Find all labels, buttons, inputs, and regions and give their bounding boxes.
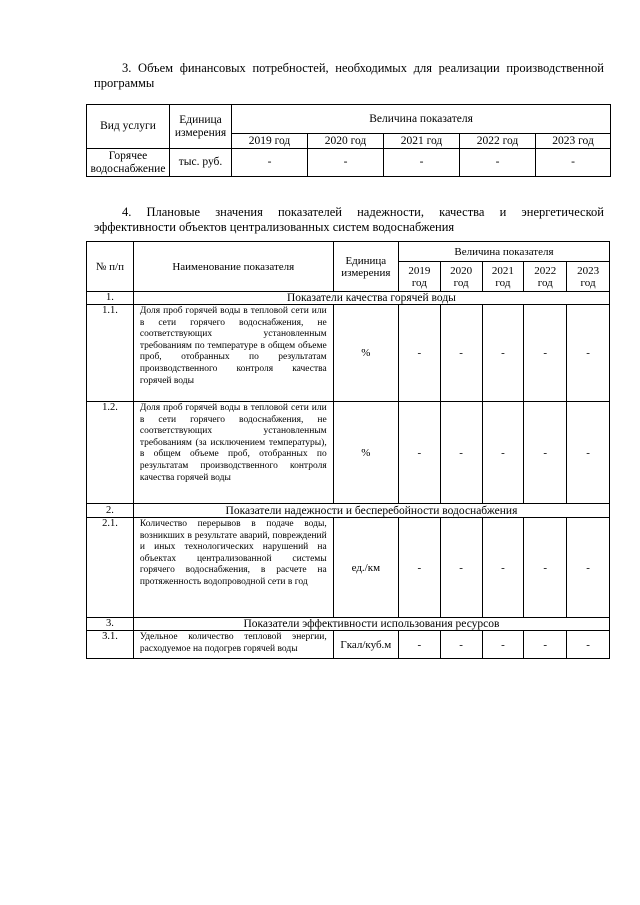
value-cell: -: [567, 402, 610, 504]
value-cell: -: [482, 402, 524, 504]
unit-cell: ед./км: [333, 518, 398, 618]
row-num: 1.1.: [87, 305, 134, 402]
value-cell: -: [398, 518, 440, 618]
value-cell: -: [482, 305, 524, 402]
year-header: 2020 год: [440, 262, 482, 292]
section-4-heading: [94, 205, 604, 235]
value-cell: -: [398, 631, 440, 659]
section-title: Показатели надежности и бесперебойности водоснабжения: [133, 504, 609, 518]
value-cell: -: [308, 149, 384, 177]
value-cell: -: [524, 631, 567, 659]
value-cell: -: [536, 149, 611, 177]
year-header: 2020 год: [308, 134, 384, 149]
unit-cell: %: [333, 305, 398, 402]
section-title: Показатели качества горячей воды: [133, 292, 609, 305]
value-cell: -: [524, 402, 567, 504]
unit-cell: Гкал/куб.м: [333, 631, 398, 659]
section-num: 2.: [87, 504, 134, 518]
year-header: 2022 год: [460, 134, 536, 149]
service-cell: Горячее водоснабжение: [87, 149, 170, 177]
value-cell: -: [398, 402, 440, 504]
indicator-name: Количество перерывов в подаче воды, возникших в результате аварий, повреждений и иных технологических нарушений на объектах централизованной системы горячего водоснабжения, в расчете на протяженность водопроводной сети в год: [133, 518, 333, 618]
indicator-name: Доля проб горячей воды в тепловой сети или в сети горячего водоснабжения, не соответствующих установленным требованиям по температуре в общем объеме проб, отобранных по результатам производственного контроля качества горячей воды: [133, 305, 333, 402]
section-3-line-1: 3. Объем финансовых потребностей, необходимых для реализации производственной: [122, 61, 604, 75]
year-header: 2019 год: [232, 134, 308, 149]
value-cell: -: [440, 305, 482, 402]
table-row: [87, 305, 610, 402]
section-title: Показатели эффективности использования ресурсов: [133, 618, 609, 631]
value-cell: -: [440, 518, 482, 618]
section-3-heading: [94, 61, 604, 91]
value-cell: -: [460, 149, 536, 177]
section-row: [87, 618, 610, 631]
header-value: Величина показателя: [398, 242, 609, 262]
year-header: 2023 год: [567, 262, 610, 292]
value-cell: -: [567, 631, 610, 659]
value-cell: -: [232, 149, 308, 177]
value-cell: -: [384, 149, 460, 177]
value-cell: -: [482, 631, 524, 659]
table-row: [87, 518, 610, 618]
indicator-name: Удельное количество тепловой энергии, расходуемое на подогрев горячей воды: [133, 631, 333, 659]
header-unit: Единица измерения: [170, 105, 232, 149]
header-num: № п/п: [87, 242, 134, 292]
value-cell: -: [524, 518, 567, 618]
header-value: Величина показателя: [232, 105, 611, 134]
year-header: 2023 год: [536, 134, 611, 149]
value-cell: -: [482, 518, 524, 618]
value-cell: -: [567, 305, 610, 402]
table-row: [87, 631, 610, 659]
value-cell: -: [524, 305, 567, 402]
header-service: Вид услуги: [87, 105, 170, 149]
value-cell: -: [567, 518, 610, 618]
section-4-line-1: 4. Плановые значения показателей надежности, качества и энергетической: [122, 205, 604, 219]
value-cell: -: [440, 631, 482, 659]
row-num: 1.2.: [87, 402, 134, 504]
indicators-table: [86, 241, 610, 659]
row-num: 3.1.: [87, 631, 134, 659]
year-header: 2021 год: [384, 134, 460, 149]
row-num: 2.1.: [87, 518, 134, 618]
unit-cell: тыс. руб.: [170, 149, 232, 177]
year-header: 2022 год: [524, 262, 567, 292]
value-cell: -: [398, 305, 440, 402]
table-row: [87, 402, 610, 504]
section-row: [87, 292, 610, 305]
indicator-name: Доля проб горячей воды в тепловой сети или в сети горячего водоснабжения, не соответствующих установленным требованиям (за исключением температуры), в общем объеме проб, отобранных по результатам производственного контроля качества горячей воды: [133, 402, 333, 504]
section-3-line-2: программы: [94, 76, 155, 90]
section-num: 1.: [87, 292, 134, 305]
year-header: 2021 год: [482, 262, 524, 292]
section-num: 3.: [87, 618, 134, 631]
table-row: [87, 149, 611, 177]
section-4-line-2: эффективности объектов централизованных систем водоснабжения: [94, 220, 455, 234]
header-unit: Единица измерения: [333, 242, 398, 292]
section-row: [87, 504, 610, 518]
value-cell: -: [440, 402, 482, 504]
financial-needs-table: [86, 104, 611, 177]
unit-cell: %: [333, 402, 398, 504]
header-name: Наименование показателя: [133, 242, 333, 292]
year-header: 2019 год: [398, 262, 440, 292]
